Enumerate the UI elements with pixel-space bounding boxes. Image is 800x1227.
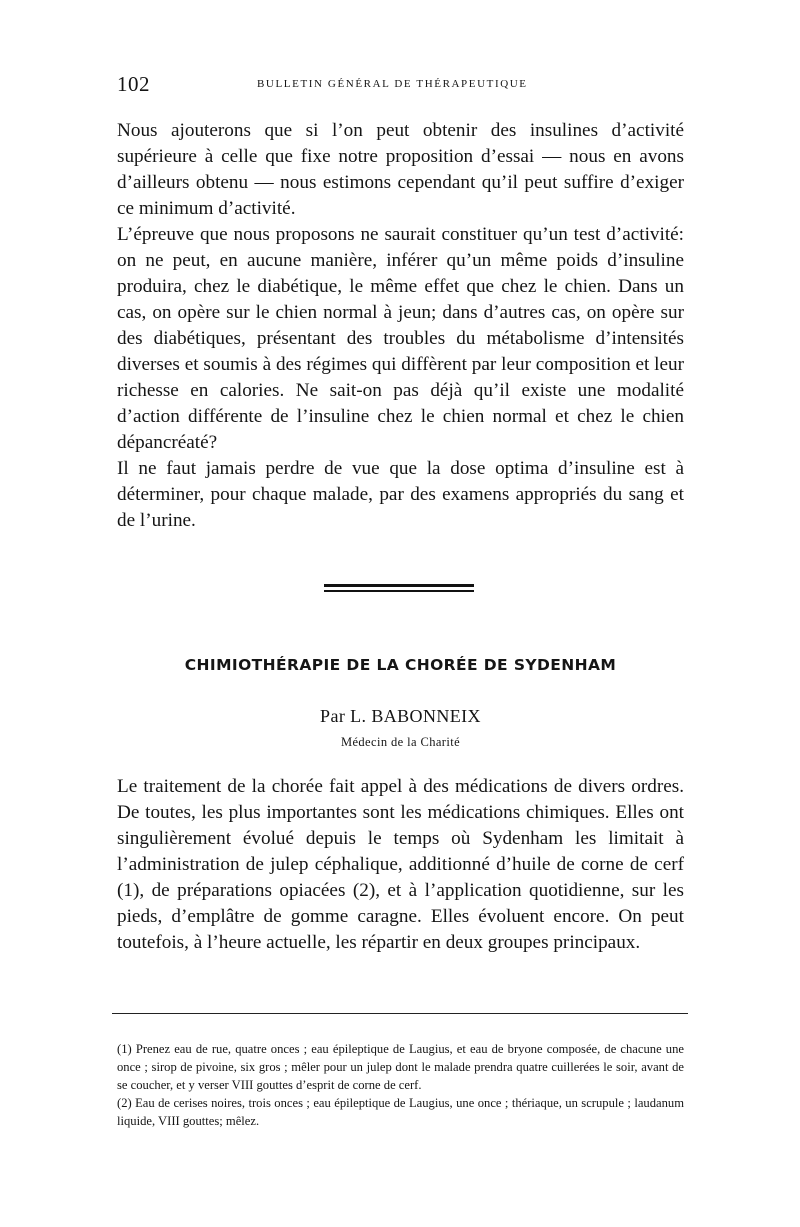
previous-article-text (117, 118, 684, 534)
article-title: CHIMIOTHÉRAPIE DE LA CHORÉE DE SYDENHAM (184, 656, 617, 674)
paragraph: Le traitement de la chorée fait appel à des médications de divers ordres. De toutes, les plus importantes sont les médications chimiques. Elles ont singulièrement évolué depuis le temps où Sydenham les limitait à l’administration de julep céphalique, additionné d’huile de corne de cerf (1), de préparations opiacées (2), et à l’application quotidienne, sur les pieds, d’emplâtre de gomme caragne. Elles évoluent encore. On peut toutefois, à l’heure actuelle, les répartir en deux groupes principaux. (117, 776, 684, 953)
page-number: 102 (117, 72, 150, 96)
author-affiliation: Médecin de la Charité (340, 735, 461, 749)
footnote: (1) Prenez eau de rue, quatre onces ; eau épileptique de Laugius, et eau de bryone composée, de chacune une once ; sirop de pivoine, six gros ; mêler pour un julep dont le malade prendra quatre cuillerées le soir, avant de se coucher, et y verser VIII gouttes d’esprit de corne de cerf. (117, 1042, 684, 1092)
paragraph: Nous ajouterons que si l’on peut obtenir des insulines d’activité supérieure à celle que fixe notre proposition d’essai — nous en avons d’ailleurs obtenu — nous estimons cependant qu’il peut suffire d’exiger ce minimum d’activité. (117, 120, 684, 219)
section-divider (324, 584, 474, 587)
article-body (117, 774, 684, 956)
article-byline: Par L. BABONNEIX (320, 706, 481, 726)
paragraph: L’épreuve que nous proposons ne saurait constituer qu’un test d’activité: on ne peut, en aucune manière, inférer qu’un même poids d’insuline produira, chez le diabétique, le même effet que chez le chien. Dans un cas, on opère sur le chien normal à jeun; dans d’autres cas, on opère sur des diabétiques, présentant des troubles du métabolisme d’intensités diverses et soumis à des régimes qui diffèrent par leur composition et leur richesse en calories. Ne sait-on pas déjà qu’il existe une modalité d’action différente de l’insuline chez le chien normal et chez le chien dépancréaté? (117, 224, 684, 453)
running-head (117, 72, 687, 98)
footnote: (2) Eau de cerises noires, trois onces ; eau épileptique de Laugius, une once ; thériaque, un scrupule ; laudanum liquide, VIII gouttes; mêlez. (117, 1096, 684, 1128)
paragraph: Il ne faut jamais perdre de vue que la dose optima d’insuline est à déterminer, pour chaque malade, par des examens appropriés du sang et de l’urine. (117, 458, 684, 531)
section-divider (324, 590, 474, 592)
footnotes (117, 1040, 684, 1130)
footnote-divider (112, 1013, 688, 1014)
journal-title: BULLETIN GÉNÉRAL DE THÉRAPEUTIQUE (257, 78, 528, 90)
